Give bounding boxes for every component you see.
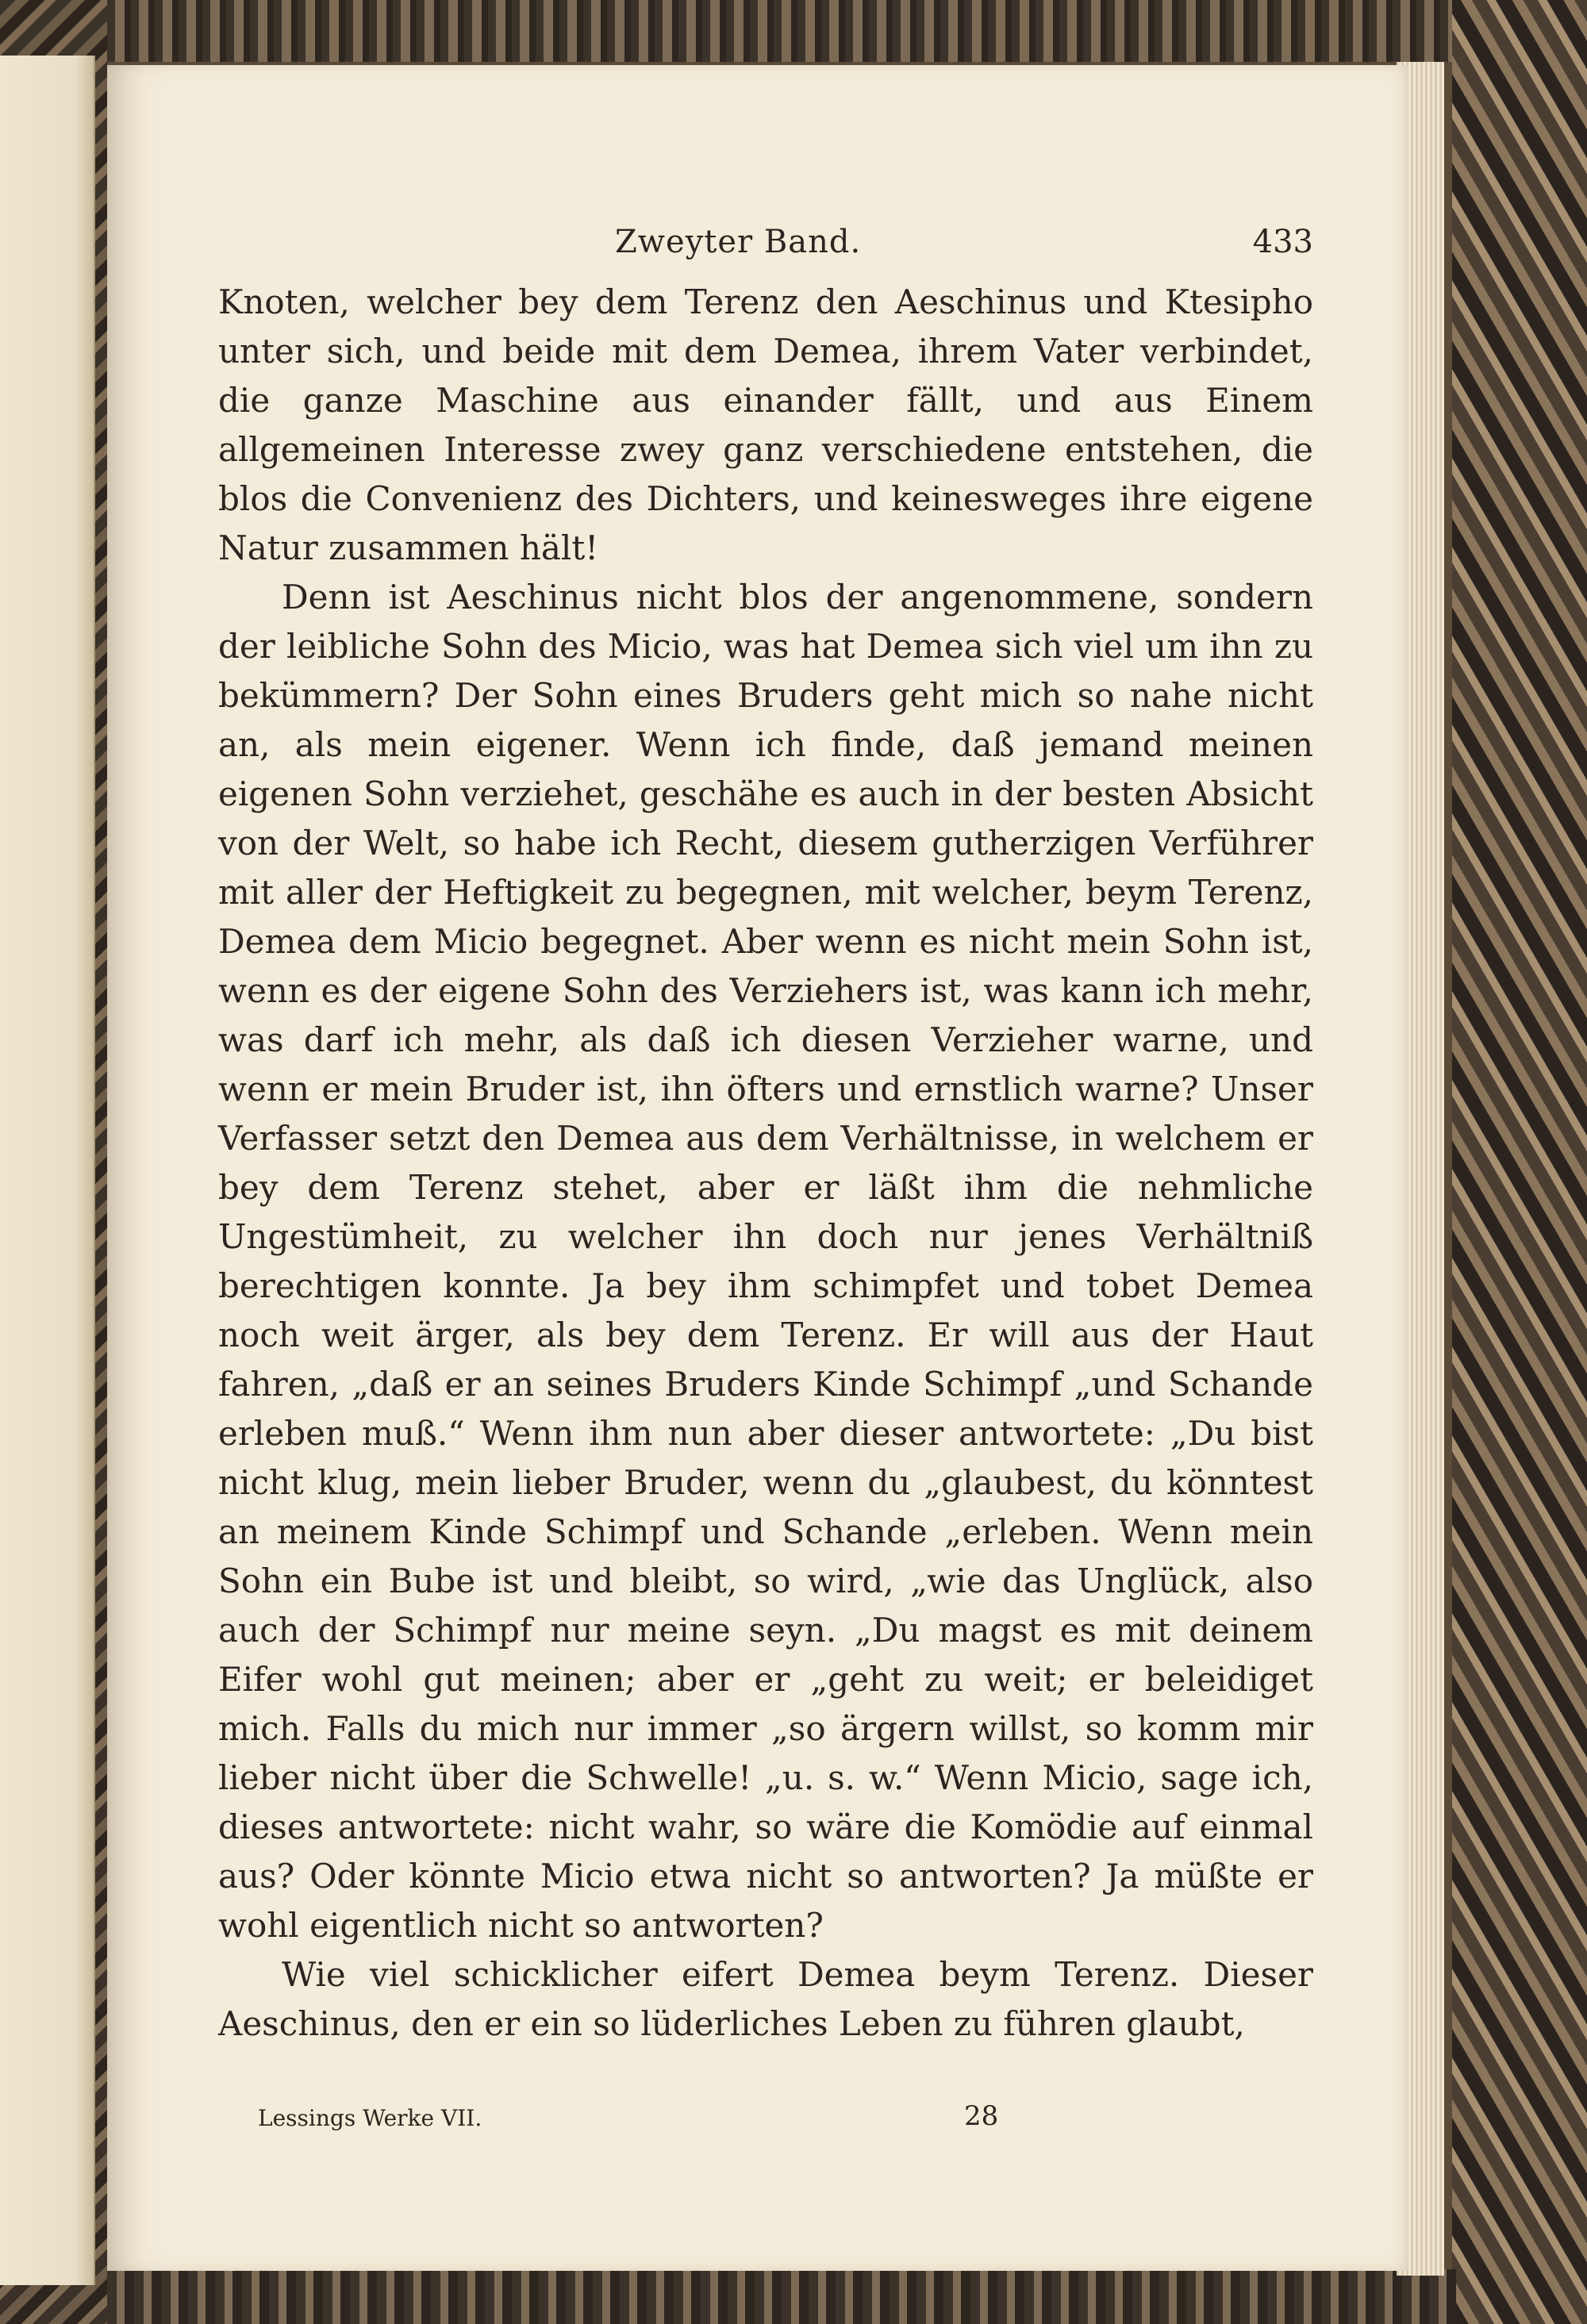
book-page xyxy=(107,65,1408,2271)
collection-title: Lessings Werke VII. xyxy=(258,2105,482,2131)
paragraph-continuation: Knoten, welcher bey dem Terenz den Aeschinus und Ktesipho unter sich, und beide mit dem Demea, ihrem Vater verbindet, die ganze Maschine aus einander fällt, und aus Einem allgemeinen Interesse zwey ganz verschiedene entstehen, die blos die Convenienz des Dichters, und keinesweges ihre eigene Natur zusammen hält! xyxy=(218,282,1313,567)
page-footer xyxy=(107,2100,1408,2140)
facing-page-edge xyxy=(0,56,95,2285)
running-head-title: Zweyter Band. xyxy=(615,224,862,260)
page-number: 433 xyxy=(1252,224,1313,260)
marbled-board-bottom xyxy=(107,2269,1456,2324)
signature-mark: 28 xyxy=(964,2100,999,2132)
marbled-board-top xyxy=(107,0,1456,62)
page-body xyxy=(218,278,1313,2049)
paragraph: Wie viel schicklicher eifert Demea beym Terenz. Dieser Aeschinus, den er ein so lüderliches Leben zu führen glaubt, xyxy=(218,1955,1313,2043)
running-head xyxy=(107,216,1408,263)
paragraph: Denn ist Aeschinus nicht blos der angenommene, sondern der leibliche Sohn des Micio, was hat Demea sich viel um ihn zu bekümmern? Der Sohn eines Bruders geht mich so nahe nicht an, als mein eigener. Wenn ich finde, daß jemand meinen eigenen Sohn verziehet, geschähe es auch in der besten Absicht von der Welt, so habe ich Recht, diesem gutherzigen Verführer mit aller der Heftigkeit zu begegnen, mit welcher, beym Terenz, Demea dem Micio begegnet. Aber wenn es nicht mein Sohn ist, wenn es der eigene Sohn des Verziehers ist, was kann ich mehr, was darf ich mehr, als daß ich diesen Verzieher warne, und wenn er mein Bruder ist, ihn öfters und ernstlich warne? Unser Verfasser setzt den Demea aus dem Verhältnisse, in welchem er bey dem Terenz stehet, aber er läßt ihm die nehmliche Ungestümheit, zu welcher ihn doch nur jenes Verhältniß berechtigen konnte. Ja bey ihm schimpfet und tobet Demea noch weit ärger, als bey dem Terenz. Er will aus der Haut fahren, „daß er an seines Bruders Kinde Schimpf „und Schande erleben muß.“ Wenn ihm nun aber dieser antwortete: „Du bist nicht klug, mein lieber Bruder, wenn du „glaubest, du könntest an meinem Kinde Schimpf und Schande „erleben. Wenn mein Sohn ein Bube ist und bleibt, so wird, „wie das Unglück, also auch der Schimpf nur meine seyn. „Du magst es mit deinem Eifer wohl gut meinen; aber er „geht zu weit; er beleidiget mich. Falls du mich nur immer „so ärgern willst, so komm mir lieber nicht über die Schwelle! „u. s. w.“ Wenn Micio, sage ich, dieses antwortete: nicht wahr, so wäre die Komödie auf einmal aus? Oder könnte Micio etwa nicht so antworten? Ja müßte er wohl eigentlich nicht so antworten? xyxy=(218,578,1313,1945)
marbled-board-right xyxy=(1452,0,1587,2324)
